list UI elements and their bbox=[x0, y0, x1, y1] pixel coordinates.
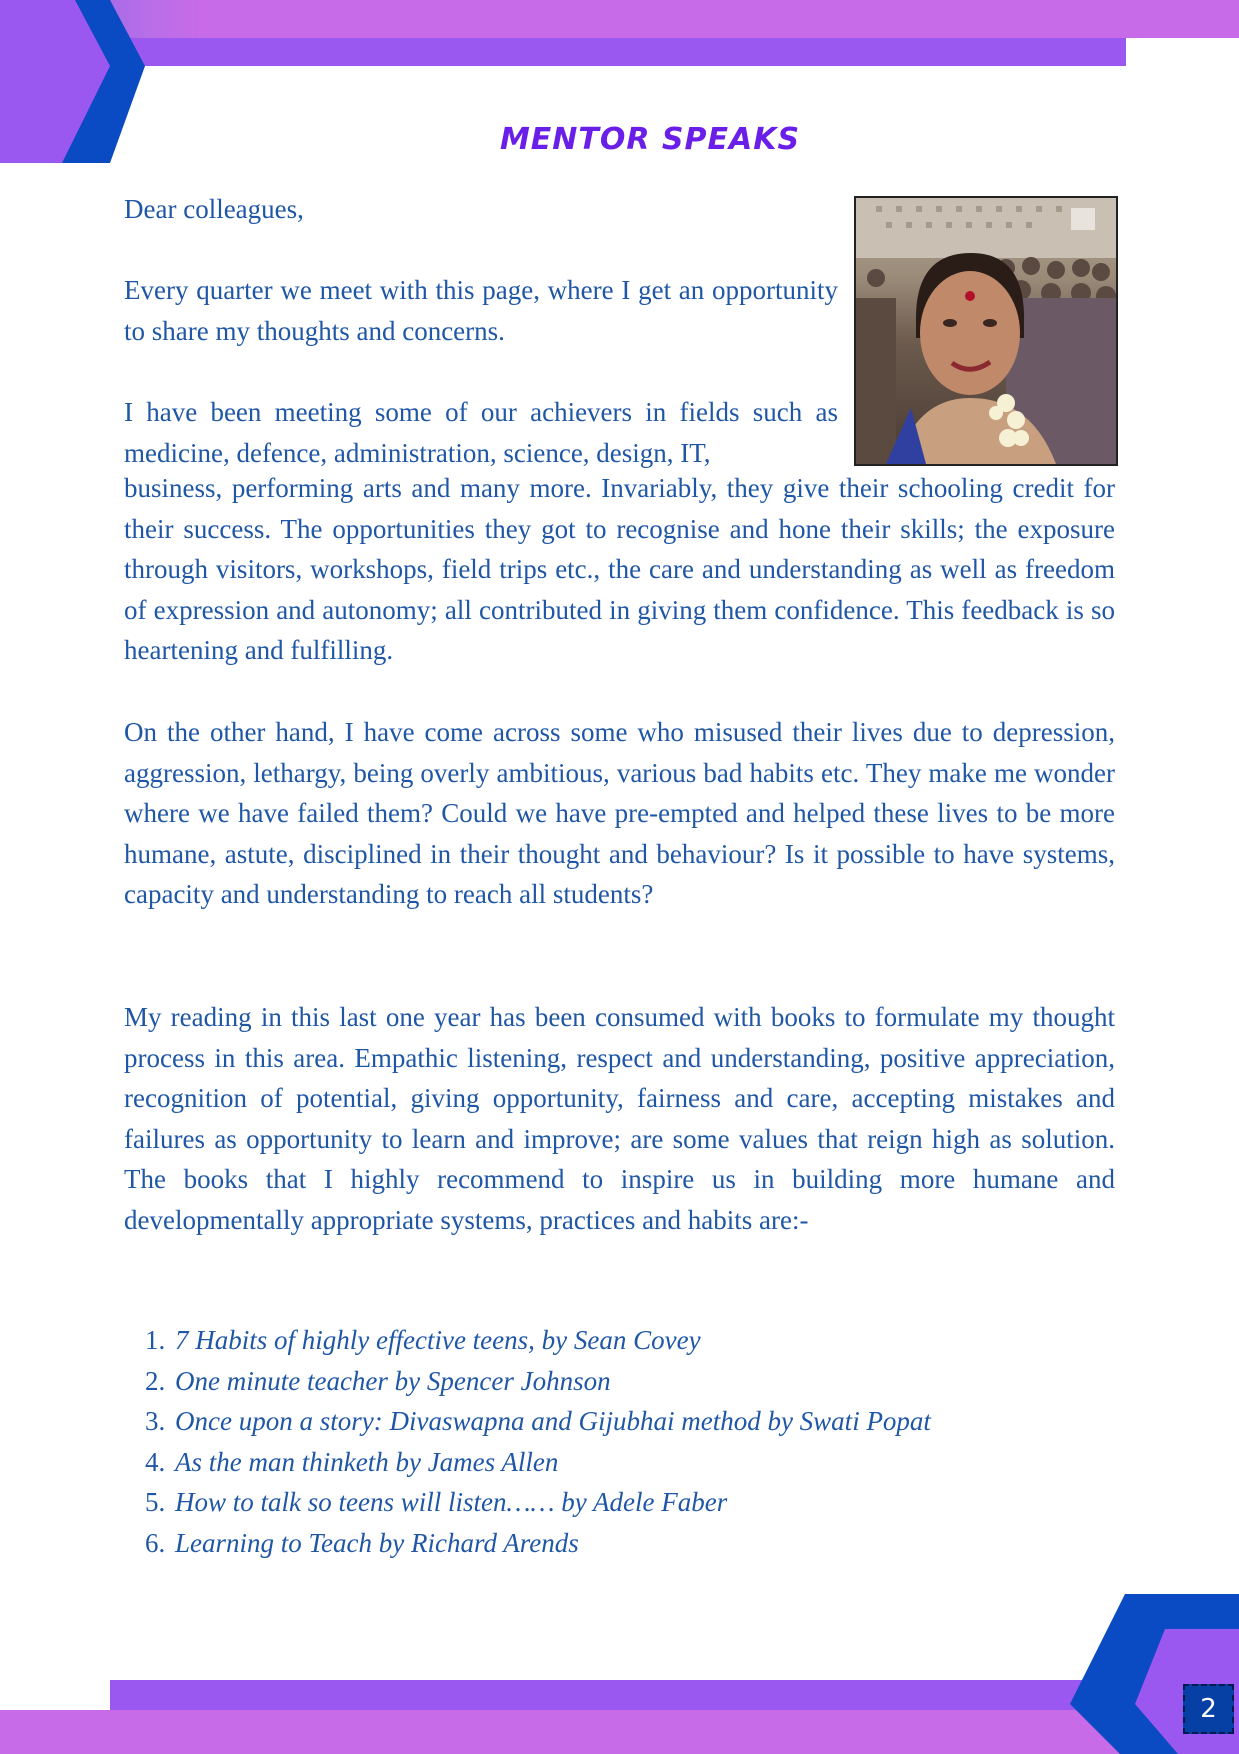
list-number: 3. bbox=[145, 1406, 166, 1436]
list-number: 1. bbox=[145, 1325, 166, 1355]
bottom-decorative-band bbox=[0, 1710, 1239, 1754]
page-title: MENTOR SPEAKS bbox=[499, 122, 801, 157]
list-number: 5. bbox=[145, 1487, 166, 1517]
paragraph-concerns bbox=[124, 712, 1115, 915]
top-decorative-bar bbox=[100, 38, 1126, 66]
list-item bbox=[145, 1523, 931, 1564]
book-title: How to talk so teens will listen…… by Adele Faber bbox=[175, 1487, 728, 1517]
salutation: Dear colleagues, bbox=[124, 194, 304, 224]
paragraph-achievers-start bbox=[124, 392, 838, 473]
paragraph-text: Every quarter we meet with this page, where I get an opportunity to share my thoughts and concerns. bbox=[124, 275, 838, 346]
list-number: 4. bbox=[145, 1446, 166, 1477]
book-title: Once upon a story: Divaswapna and Gijubhai method by Swati Popat bbox=[175, 1406, 931, 1436]
list-item bbox=[145, 1442, 931, 1483]
book-list bbox=[145, 1320, 931, 1563]
list-item bbox=[145, 1320, 931, 1361]
book-title: Learning to Teach by Richard Arends bbox=[175, 1527, 579, 1558]
paragraph-text: business, performing arts and many more. Invariably, they give their schooling credit for their success. The opportunities they got to recognise and hone their skills; the exposure through visitors, workshops, field trips etc., the care and understanding as well as freedom of expression and autonomy; all contributed in giving them confidence. This feedback is so heartening and fulfilling. bbox=[124, 473, 1115, 665]
top-decorative-band bbox=[0, 0, 1239, 38]
paragraph-reading bbox=[124, 997, 1115, 1240]
paragraph-text: My reading in this last one year has been consumed with books to formulate my thought process in this area. Empathic listening, respect and understanding, positive appreciation, recognition of potential, giving opportunity, fairness and care, accepting mistakes and failures as opportunity to learn and improve; are some values that reign high as solution. The books that I highly recommend to inspire us in building more humane and developmentally appropriate systems, practices and habits are:- bbox=[124, 1002, 1115, 1235]
list-item bbox=[145, 1482, 931, 1523]
book-title: One minute teacher by Spencer Johnson bbox=[175, 1365, 611, 1396]
page-number: 2 bbox=[1183, 1684, 1234, 1734]
paragraph-achievers-continued bbox=[124, 468, 1115, 671]
list-number: 2. bbox=[145, 1365, 166, 1396]
paragraph-text: On the other hand, I have come across some who misused their lives due to depression, aggression, lethargy, being overly ambitious, various bad habits etc. They make me wonder where we have failed them? Could we have pre-empted and helped these lives to be more humane, astute, disciplined in their thought and behaviour? Is it possible to have systems, capacity and understanding to reach all students? bbox=[124, 717, 1115, 909]
list-number: 6. bbox=[145, 1527, 166, 1558]
paragraph-intro bbox=[124, 270, 838, 351]
book-title: As the man thinketh by James Allen bbox=[175, 1446, 559, 1477]
book-title: 7 Habits of highly effective teens, by Sean Covey bbox=[175, 1325, 701, 1355]
list-item bbox=[145, 1401, 931, 1442]
list-item bbox=[145, 1361, 931, 1402]
mentor-photo bbox=[854, 196, 1118, 466]
bottom-decorative-bar bbox=[110, 1680, 1110, 1710]
paragraph-text: I have been meeting some of our achievers in fields such as medicine, defence, administration, science, design, IT, bbox=[124, 397, 838, 468]
